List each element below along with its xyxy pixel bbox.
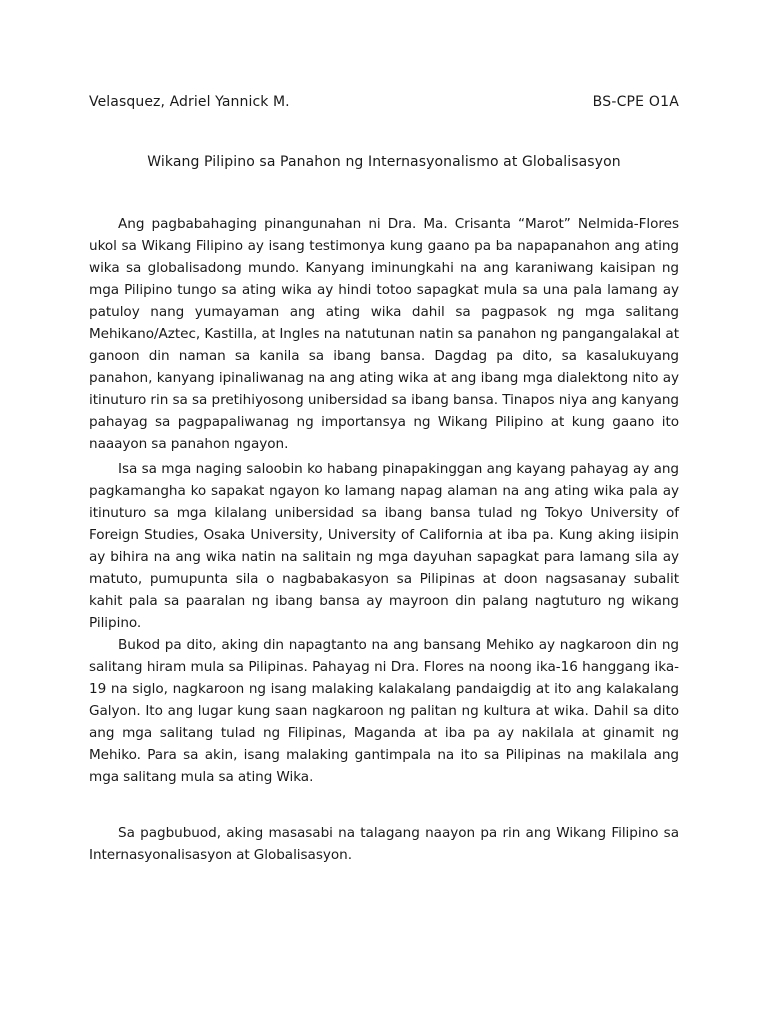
paragraph-3: Bukod pa dito, aking din napagtanto na ang bansang Mehiko ay nagkaroon din ng salitang hiram mula sa Pilipinas. Pahayag ni Dra. Flores na noong ika-16 hanggang ika-19 na siglo, nagkaroon ng isang malaking kalakalang pandaigdig at ito ang kalakalang Galyon. Ito ang lugar kung saan nagkaroon ng palitan ng kultura at wika. Dahil sa dito ang mga salitang tulad ng Filipinas, Maganda at iba pa ay nakilala at ginamit ng Mehiko. Para sa akin, isang malaking gantimpala na ito sa Pilipinas na makilala ang mga salitang mula sa ating Wika.: [89, 637, 679, 785]
paragraph-1: Ang pagbabahaging pinangunahan ni Dra. Ma. Crisanta “Marot” Nelmida-Flores ukol sa Wikang Filipino ay isang testimonya kung gaano pa ba napapanahon ang ating wika sa globalisadong mundo. Kanyang iminungkahi na ang karaniwang kaisipan ng mga Pilipino tungo sa ating wika ay hindi totoo sapagkat mula sa una pala lamang ay patuloy nang yumayaman ang ating wika dahil sa pagpasok ng mga salitang Mehikano/Aztec, Kastilla, at Ingles na natutunan natin sa panahon ng pangangalakal at ganoon din naman sa kanila sa ibang bansa. Dagdag pa dito, sa kasalukuyang panahon, kanyang ipinaliwanag na ang ating wika at ang ibang mga dialektong nito ay itinuturo rin sa sa pretihiyosong unibersidad sa ibang bansa. Tinapos niya ang kanyang pahayag sa pagpapaliwanag ng importansya ng Wikang Pilipino at kung gaano ito naaayon sa panahon ngayon.: [89, 216, 679, 452]
class-section: BS-CPE O1A: [592, 94, 679, 110]
author-name: Velasquez, Adriel Yannick M.: [89, 94, 290, 110]
paragraph-2: Isa sa mga naging saloobin ko habang pinapakinggan ang kayang pahayag ay ang pagkamangha ko sapakat ngayon ko lamang napag alaman na ang ating wika pala ay itinuturo sa mga kilalang unibersidad sa ibang bansa tulad ng Tokyo University of Foreign Studies, Osaka University, University of California at iba pa. Kung aking iisipin ay bihira na ang wika natin na salitain ng mga dayuhan sapagkat para lamang sila ay matuto, pumupunta sila o nagbabakasyon sa Pilipinas at doon nagsasanay subalit kahit pala sa paaralan ng ibang bansa ay mayroon din palang nagtuturo ng wikang Pilipino.: [89, 461, 679, 631]
paragraph-4: Sa pagbubuod, aking masasabi na talagang naayon pa rin ang Wikang Filipino sa Internasyonalisasyon at Globalisasyon.: [89, 825, 679, 863]
document-title: Wikang Pilipino sa Panahon ng Internasyonalismo at Globalisasyon: [147, 154, 621, 170]
document-header: [89, 91, 679, 113]
